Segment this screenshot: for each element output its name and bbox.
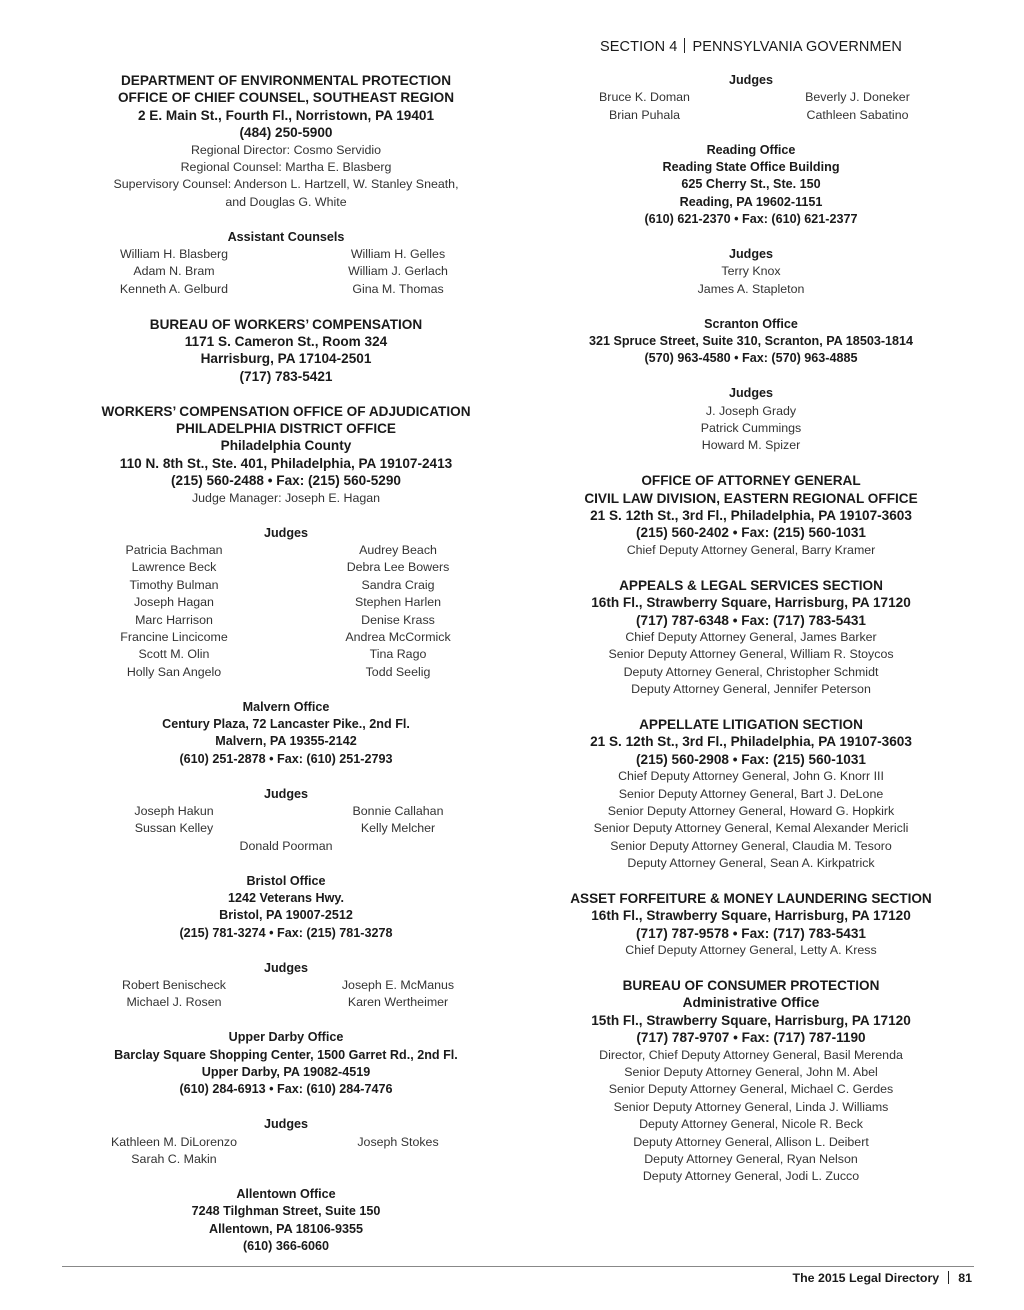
entry-text-line: Chief Deputy Attorney General, James Barker [625,629,877,644]
entry-heading-line: Reading State Office Building [662,160,840,175]
block-spacer [62,768,510,785]
entry-heading-line: Administrative Office [682,995,820,1011]
entry-text-line: Howard M. Spizer [701,438,801,453]
entry-text-line: Senior Deputy Attorney General, Howard G. Hopkirk [607,803,895,818]
directory-entry [538,385,964,455]
running-header [600,38,1024,60]
entry-heading-line: 7248 Tilghman Street, Suite 150 [191,1204,381,1219]
entry-heading-line: Bristol Office [246,873,326,888]
person-name: Cathleen Sabatino [806,107,909,122]
person-name: Robert Benischeck [122,978,226,992]
header-divider [684,38,685,53]
entry-heading-line: (610) 251-2878 • Fax: (610) 251-2793 [179,751,393,766]
entry-heading-line: (717) 787-9578 • Fax: (717) 783-5431 [636,925,866,941]
left-column [62,72,510,1255]
entry-text-line: Senior Deputy Attorney General, John M. Abel [624,1065,878,1080]
entry-text-line: Terry Knox [721,264,781,279]
person-name: Todd Seelig [365,664,431,679]
person-name: Kelly Melcher [360,821,436,836]
entry-heading-line: (215) 560-2402 • Fax: (215) 560-1031 [636,525,866,541]
entry-heading-line: Century Plaza, 72 Lancaster Pike., 2nd Fl. [162,716,410,731]
person-name: Gina M. Thomas [352,281,444,296]
person-name: Scott M. Olin [138,647,210,662]
block-spacer [538,124,964,141]
entry-heading-line: OFFICE OF ATTORNEY GENERAL [641,473,861,489]
entry-text-line: Chief Deputy Attorney General, Barry Kramer [626,542,876,557]
person-name: Patricia Bachman [125,542,223,557]
right-column [538,72,964,1186]
entry-heading-line: Malvern, PA 19355-2142 [215,734,357,749]
entry-text-line: Regional Director: Cosmo Servidio [190,142,382,157]
entry-heading-line: 16th Fl., Strawberry Square, Harrisburg, PA 17120 [591,908,911,924]
entry-heading-line: 1242 Veterans Hwy. [228,890,344,905]
directory-entry [538,72,964,124]
directory-entry [62,1186,510,1256]
entry-heading-line: OFFICE OF CHIEF COUNSEL, SOUTHEAST REGION [117,90,455,106]
entry-text-line: Deputy Attorney General, Ryan Nelson [644,1152,858,1167]
person-name: Andrea McCormick [345,629,451,644]
entry-heading-line: 625 Cherry St., Ste. 150 [681,177,821,192]
entry-heading-line: 1171 S. Cameron St., Room 324 [184,334,388,350]
entry-heading-line: (610) 284-6913 • Fax: (610) 284-7476 [179,1082,393,1097]
entry-heading-line: (717) 783-5421 [239,368,333,384]
entry-heading-line: APPELLATE LITIGATION SECTION [639,716,863,732]
footer-divider [948,1271,949,1284]
entry-heading-line: Allentown, PA 18106-9355 [209,1221,363,1236]
entry-heading-line: Judges [263,786,309,801]
block-spacer [62,681,510,698]
entry-text-line: Senior Deputy Attorney General, Claudia M. Tesoro [610,838,892,853]
block-spacer [62,298,510,315]
block-spacer [62,1099,510,1116]
directory-entry [62,960,510,1012]
person-name: Karen Wertheimer [347,995,449,1010]
person-name: Joseph Stokes [357,1134,439,1149]
name-list [62,1134,510,1169]
person-name: Bonnie Callahan [352,803,444,818]
block-spacer [538,960,964,977]
entry-text-line: Deputy Attorney General, Sean A. Kirkpatrick [627,856,875,871]
person-name: Denise Krass [361,612,435,627]
entry-heading-line: 15th Fl., Strawberry Square, Harrisburg, PA 17120 [591,1012,911,1028]
name-list [62,542,510,681]
entry-heading-line: Bristol, PA 19007-2512 [219,908,353,923]
person-name: Adam N. Bram [133,264,215,279]
block-spacer [62,1168,510,1185]
block-spacer [538,455,964,472]
entry-heading-line: Judges [263,525,309,540]
entry-text-line: Regional Counsel: Martha E. Blasberg [180,160,392,175]
person-name: Joseph E. McManus [341,978,455,992]
person-name: Bruce K. Doman [599,90,690,105]
entry-heading-line: Allentown Office [236,1186,336,1201]
entry-heading-line: Philadelphia County [220,438,352,454]
person-name: Sandra Craig [361,577,435,592]
entry-text-line: James A. Stapleton [697,281,805,296]
name-list [62,803,510,838]
entry-heading-line: BUREAU OF WORKERS’ COMPENSATION [149,316,423,332]
name-list [538,89,964,124]
entry-heading-line: APPEALS & LEGAL SERVICES SECTION [619,577,883,593]
directory-entry [538,977,964,1186]
entry-heading-line: (717) 787-6348 • Fax: (717) 783-5431 [636,612,866,628]
entry-heading-line: Upper Darby Office [228,1030,344,1045]
person-name: William J. Gerlach [348,264,448,279]
person-name: Joseph Hakun [134,803,214,818]
entry-text-line: Senior Deputy Attorney General, Bart J. DeLone [618,786,884,801]
person-name: Donald Poorman [239,838,333,853]
entry-heading-line: 321 Spruce Street, Suite 310, Scranton, PA 18503-1814 [588,334,914,349]
person-name: Holly San Angelo [126,664,222,679]
entry-text-line: J. Joseph Grady [705,403,797,418]
entry-text-line: Deputy Attorney General, Christopher Schmidt [623,664,879,679]
entry-heading-line: (610) 366-6060 [242,1239,330,1254]
entry-heading-line: (484) 250-5900 [239,125,333,141]
directory-entry [62,699,510,769]
entry-heading-line: 21 S. 12th St., 3rd Fl., Philadelphia, PA 19107-3603 [590,734,912,750]
person-name: Kenneth A. Gelburd [119,281,229,296]
entry-heading-line: Judges [728,73,774,87]
directory-entry [538,142,964,229]
entry-heading-line: Judges [263,1117,309,1132]
entry-heading-line: (215) 560-2908 • Fax: (215) 560-1031 [636,751,866,767]
entry-heading-line: (570) 963-4580 • Fax: (570) 963-4885 [644,351,858,366]
directory-entry [62,1029,510,1099]
entry-heading-line: (610) 621-2370 • Fax: (610) 621-2377 [644,212,858,227]
entry-heading-line: (717) 787-9707 • Fax: (717) 787-1190 [636,1030,866,1046]
directory-entry [62,72,510,211]
name-list [62,246,510,298]
entry-heading-line: Barclay Square Shopping Center, 1500 Garret Rd., 2nd Fl. [114,1047,458,1062]
person-name: Marc Harrison [135,612,213,627]
entry-heading-line: Assistant Counsels [227,229,345,244]
entry-heading-line: WORKERS’ COMPENSATION OFFICE OF ADJUDICATION [101,403,471,419]
entry-heading-line: 21 S. 12th St., 3rd Fl., Philadelphia, PA 19107-3603 [590,508,912,524]
person-name: Timothy Bulman [129,577,219,592]
directory-entry [538,716,964,873]
entry-text-line: Senior Deputy Attorney General, Kemal Alexander Mericli [593,821,909,836]
person-name: Kathleen M. DiLorenzo [110,1134,238,1149]
entry-heading-line: DEPARTMENT OF ENVIRONMENTAL PROTECTION [120,73,452,88]
person-name: Beverly J. Doneker [805,90,910,105]
entry-text-line: Supervisory Counsel: Anderson L. Hartzell, W. Stanley Sneath, [113,177,459,192]
person-name: Audrey Beach [359,542,437,557]
name-list [62,977,510,1012]
entry-heading-line: Judges [728,247,774,262]
directory-entry [62,1116,510,1168]
person-name: Michael J. Rosen [126,995,222,1010]
person-name: Lawrence Beck [131,560,217,575]
entry-text-line: and Douglas G. White [225,194,347,209]
section-title: PENNSYLVANIA GOVERNMEN [692,39,903,55]
block-spacer [62,1012,510,1029]
entry-heading-line: CIVIL LAW DIVISION, EASTERN REGIONAL OFFICE [584,490,918,506]
directory-entry [62,786,510,856]
entry-heading-line: Reading Office [706,142,796,157]
block-spacer [538,699,964,716]
person-name: Debra Lee Bowers [346,560,450,575]
directory-entry [62,229,510,299]
entry-heading-line: Judges [728,386,774,401]
entry-text-line: Deputy Attorney General, Nicole R. Beck [639,1117,863,1132]
directory-entry [538,577,964,699]
entry-text-line: Deputy Attorney General, Jodi L. Zucco [642,1169,860,1184]
directory-entry [62,403,510,507]
block-spacer [538,559,964,576]
block-spacer [62,855,510,872]
entry-text-line: Patrick Cummings [700,421,802,436]
entry-heading-line: PHILADELPHIA DISTRICT OFFICE [175,421,396,437]
entry-text-line: Chief Deputy Attorney General, Letty A. Kress [625,943,877,958]
block-spacer [62,942,510,959]
block-spacer [538,368,964,385]
directory-entry [62,873,510,943]
entry-heading-line: Malvern Office [242,699,330,714]
person-name: Sarah C. Makin [131,1152,217,1167]
entry-heading-line: ASSET FORFEITURE & MONEY LAUNDERING SECTION [570,890,932,906]
directory-entry [538,890,964,960]
block-spacer [538,229,964,246]
entry-heading-line: 16th Fl., Strawberry Square, Harrisburg, PA 17120 [591,595,911,611]
directory-entry [538,316,964,368]
person-name: Sussan Kelley [134,821,214,836]
person-name: Brian Puhala [609,107,680,122]
entry-heading-line: 110 N. 8th St., Ste. 401, Philadelphia, PA 19107-2413 [119,455,453,471]
block-spacer [538,873,964,890]
entry-text-line: Senior Deputy Attorney General, William R. Stoycos [608,647,894,662]
entry-text-line: Chief Deputy Attorney General, John G. Knorr III [618,769,884,784]
person-name [286,1151,510,1168]
section-label: SECTION 4 [600,39,678,55]
directory-entry [62,316,510,386]
page-footer [793,1271,972,1285]
person-name: Joseph Hagan [134,595,214,610]
entry-heading-line: Upper Darby, PA 19082-4519 [201,1065,371,1080]
entry-text-line: Judge Manager: Joseph E. Hagan [191,490,381,505]
block-spacer [538,298,964,315]
entry-heading-line: Harrisburg, PA 17104-2501 [200,351,372,367]
person-name: Tina Rago [369,647,427,662]
block-spacer [62,211,510,228]
person-name: William H. Blasberg [119,247,229,262]
footer-rule [62,1266,974,1267]
block-spacer [62,385,510,402]
entry-text-line: Senior Deputy Attorney General, Michael C. Gerdes [608,1082,894,1097]
entry-text-line: Deputy Attorney General, Jennifer Peterson [631,682,871,697]
page-number: 81 [958,1271,972,1285]
person-name: William H. Gelles [350,247,446,262]
directory-entry [538,472,964,559]
directory-entry [538,246,964,298]
entry-heading-line: (215) 781-3274 • Fax: (215) 781-3278 [179,925,393,940]
block-spacer [62,507,510,524]
entry-heading-line: Reading, PA 19602-1151 [679,194,823,209]
entry-heading-line: Scranton Office [704,316,798,331]
directory-entry [62,525,510,682]
entry-heading-line: Judges [263,960,309,975]
entry-heading-line: BUREAU OF CONSUMER PROTECTION [622,977,880,993]
entry-text-line: Senior Deputy Attorney General, Linda J. Williams [613,1099,889,1114]
person-name: Francine Lincicome [120,629,228,644]
entry-text-line: Director, Chief Deputy Attorney General, Basil Merenda [599,1047,903,1062]
person-name: Stephen Harlen [354,595,442,610]
entry-heading-line: (215) 560-2488 • Fax: (215) 560-5290 [171,473,401,489]
publication-name: The 2015 Legal Directory [792,1271,940,1285]
entry-text-line: Deputy Attorney General, Allison L. Deibert [633,1134,869,1149]
entry-heading-line: 2 E. Main St., Fourth Fl., Norristown, PA 19401 [137,107,435,123]
